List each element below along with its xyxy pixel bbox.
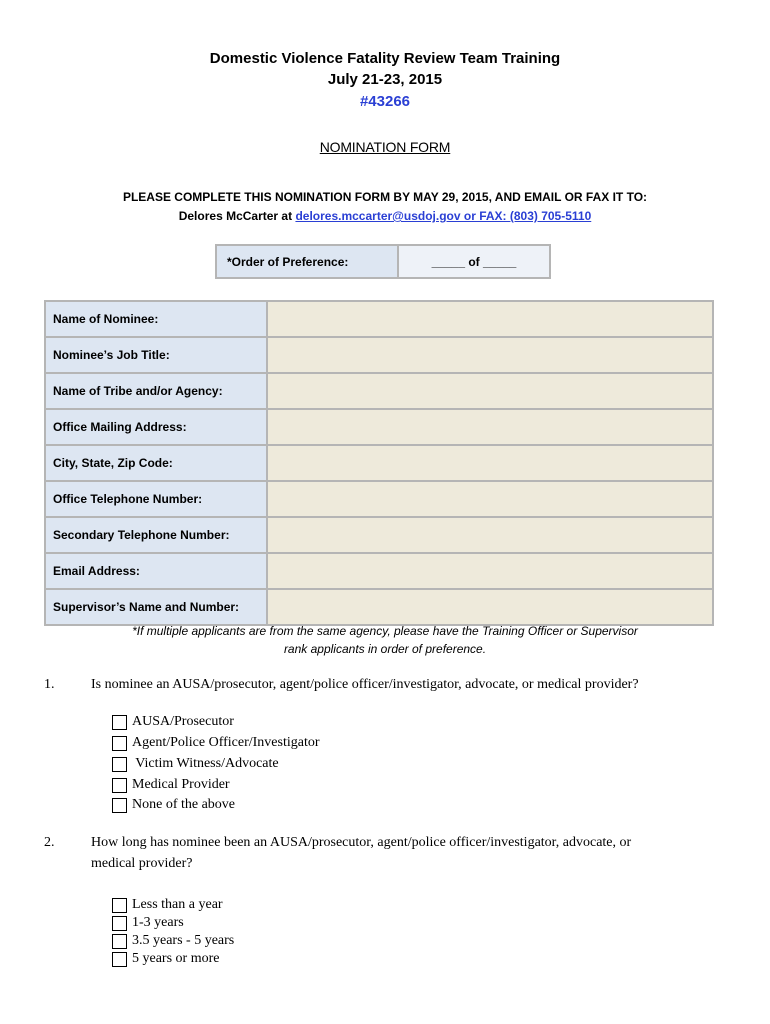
field-label: Secondary Telephone Number: (46, 518, 268, 552)
field-label: Nominee’s Job Title: (46, 338, 268, 372)
preference-value-field[interactable]: _____ of _____ (399, 246, 549, 277)
table-row (46, 518, 712, 554)
question-number: 2. (44, 835, 55, 850)
option-label: 3.5 years - 5 years (132, 933, 235, 948)
option-label: Less than a year (132, 897, 223, 912)
form-title: NOMINATION FORM (319, 139, 451, 155)
table-row (46, 554, 712, 590)
option-label: Victim Witness/Advocate (132, 756, 279, 771)
option-label: 5 years or more (132, 951, 220, 966)
training-title: Domestic Violence Fatality Review Team Training (209, 50, 561, 67)
option-medical-provider[interactable] (112, 777, 230, 793)
question-2-text-line2: medical provider? (91, 856, 193, 871)
preference-note-line2: rank applicants in order of preference. (283, 642, 487, 656)
table-row (46, 410, 712, 446)
table-row (46, 590, 712, 624)
checkbox-icon[interactable] (112, 736, 127, 751)
field-label: City, State, Zip Code: (46, 446, 268, 480)
nominee-name-field[interactable] (268, 302, 712, 336)
table-row (46, 302, 712, 338)
checkbox-icon[interactable] (112, 715, 127, 730)
option-agent-police[interactable] (112, 735, 320, 751)
preference-note-line1: *If multiple applicants are from the same agency, please have the Training Officer or Supervisor (132, 624, 638, 638)
tribe-agency-field[interactable] (268, 374, 712, 408)
training-dates: July 21-23, 2015 (327, 71, 443, 88)
secondary-phone-field[interactable] (268, 518, 712, 552)
table-row (46, 338, 712, 374)
nominee-info-table (44, 300, 714, 626)
checkbox-icon[interactable] (112, 916, 127, 931)
field-label: Email Address: (46, 554, 268, 588)
option-less-than-year[interactable] (112, 897, 223, 913)
field-label: Office Telephone Number: (46, 482, 268, 516)
field-label: Supervisor’s Name and Number: (46, 590, 268, 624)
checkbox-icon[interactable] (112, 934, 127, 949)
checkbox-icon[interactable] (112, 778, 127, 793)
job-title-field[interactable] (268, 338, 712, 372)
checkbox-icon[interactable] (112, 952, 127, 967)
option-none[interactable] (112, 797, 235, 813)
contact-email-link[interactable]: delores.mccarter@usdoj.gov or FAX: (803) 705-5110 (295, 209, 592, 223)
table-row (46, 482, 712, 518)
contact-prefix: Delores McCarter at (178, 209, 296, 223)
field-label: Office Mailing Address: (46, 410, 268, 444)
table-row (46, 446, 712, 482)
option-ausa-prosecutor[interactable] (112, 714, 234, 730)
mailing-address-field[interactable] (268, 410, 712, 444)
option-5-plus-years[interactable] (112, 951, 219, 967)
supervisor-field[interactable] (268, 590, 712, 624)
order-of-preference-table (215, 244, 551, 279)
office-phone-field[interactable] (268, 482, 712, 516)
preference-label: *Order of Preference: (217, 246, 399, 277)
option-1-3-years[interactable] (112, 915, 184, 931)
field-label: Name of Nominee: (46, 302, 268, 336)
instruction-text: PLEASE COMPLETE THIS NOMINATION FORM BY MAY 29, 2015, AND EMAIL OR FAX IT TO: (122, 190, 648, 204)
option-label: Medical Provider (132, 777, 230, 792)
option-3-5-years[interactable] (112, 933, 234, 949)
contact-line (0, 209, 770, 223)
option-label: None of the above (132, 797, 236, 812)
checkbox-icon[interactable] (112, 757, 127, 772)
checkbox-icon[interactable] (112, 798, 127, 813)
question-1-text: Is nominee an AUSA/prosecutor, agent/police officer/investigator, advocate, or medical provider? (91, 677, 639, 692)
option-label: Agent/Police Officer/Investigator (132, 735, 320, 750)
email-field[interactable] (268, 554, 712, 588)
question-2-text-line1: How long has nominee been an AUSA/prosecutor, agent/police officer/investigator, advocate, or (91, 835, 632, 850)
option-label: 1-3 years (132, 915, 184, 930)
question-number: 1. (44, 677, 55, 692)
training-number: #43266 (359, 93, 411, 110)
option-label: AUSA/Prosecutor (132, 714, 234, 729)
city-state-zip-field[interactable] (268, 446, 712, 480)
field-label: Name of Tribe and/or Agency: (46, 374, 268, 408)
option-victim-witness[interactable] (112, 756, 279, 772)
table-row (46, 374, 712, 410)
checkbox-icon[interactable] (112, 898, 127, 913)
